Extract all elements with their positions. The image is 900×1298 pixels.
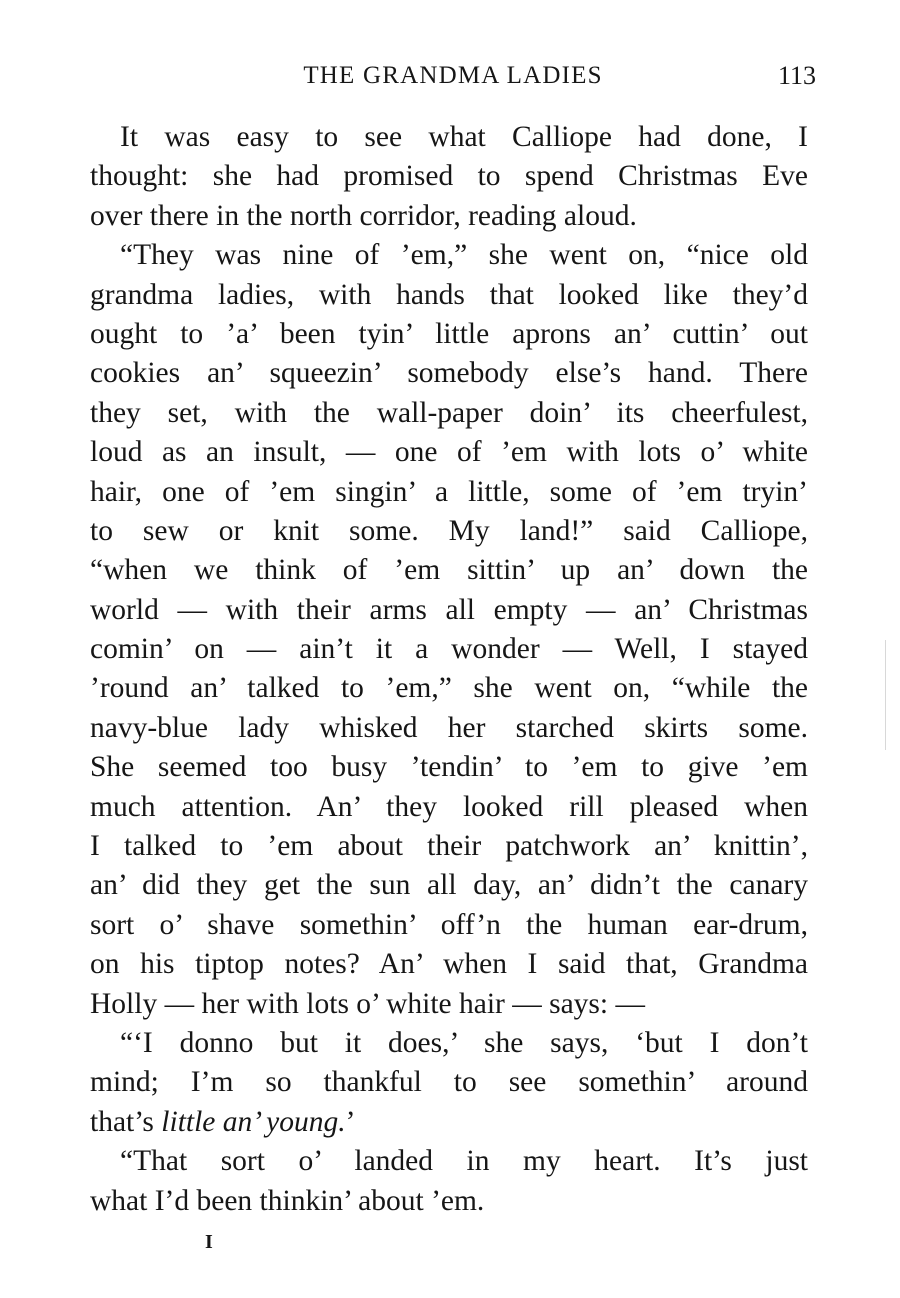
page-number: 113 bbox=[777, 61, 816, 90]
paragraph bbox=[90, 118, 808, 236]
text-line: to sew or knit some. My land!” said Calliope, bbox=[90, 514, 808, 547]
italic-phrase: little an’ young. bbox=[161, 1105, 346, 1138]
text-line: hair, one of ’em singin’ a little, some of ’em tryin’ bbox=[90, 475, 808, 508]
text-line: cookies an’ squeezin’ somebody else’s hand. There bbox=[90, 357, 808, 390]
scan-artifact-line bbox=[885, 640, 886, 750]
body-text bbox=[90, 118, 808, 1221]
text-line: She seemed too busy ’tendin’ to ’em to give ’em bbox=[90, 751, 808, 784]
text-line: “‘I donno but it does,’ she says, ‘but I don’t bbox=[120, 1026, 808, 1059]
text-line: over there in the north corridor, reading aloud. bbox=[90, 199, 637, 232]
text-line: “They was nine of ’em,” she went on, “nice old bbox=[120, 239, 808, 272]
closing-prefix: that’s bbox=[90, 1105, 162, 1138]
text-line: Holly — her with lots o’ white hair — says: — bbox=[90, 987, 645, 1020]
paragraph bbox=[90, 1142, 808, 1221]
text-line: what I’d been thinkin’ about ’em. bbox=[90, 1184, 485, 1217]
text-line: “when we think of ’em sittin’ up an’ down the bbox=[90, 554, 808, 587]
text-line: sort o’ shave somethin’ off’n the human ear-drum, bbox=[90, 908, 808, 941]
text-line bbox=[90, 1103, 808, 1142]
text-line: comin’ on — ain’t it a wonder — Well, I stayed bbox=[90, 633, 808, 666]
text-line: thought: she had promised to spend Christmas Eve bbox=[90, 160, 808, 193]
text-line: ought to ’a’ been tyin’ little aprons an’ cuttin’ out bbox=[90, 317, 808, 350]
text-line: mind; I’m so thankful to see somethin’ around bbox=[90, 1066, 808, 1099]
text-line: world — with their arms all empty — an’ Christmas bbox=[90, 593, 808, 626]
text-line: It was easy to see what Calliope had done, I bbox=[120, 121, 808, 153]
signature-mark: I bbox=[205, 1231, 213, 1253]
text-line: grandma ladies, with hands that looked like they’d bbox=[90, 278, 808, 311]
text-line: on his tiptop notes? An’ when I said that, Grandma bbox=[90, 948, 808, 981]
paragraph bbox=[90, 236, 808, 1024]
text-line: they set, with the wall-paper doin’ its cheerfulest, bbox=[90, 396, 808, 429]
text-line: ’round an’ talked to ’em,” she went on, “while the bbox=[90, 672, 808, 705]
text-line: I talked to ’em about their patchwork an’ knittin’, bbox=[90, 830, 808, 863]
closing-suffix: ’ bbox=[345, 1105, 356, 1138]
text-line: navy-blue lady whisked her starched skirts some. bbox=[90, 711, 808, 744]
text-line: “That sort o’ landed in my heart. It’s just bbox=[120, 1145, 808, 1178]
text-line: an’ did they get the sun all day, an’ didn’t the canary bbox=[90, 869, 808, 902]
paragraph bbox=[90, 1024, 808, 1142]
text-line: loud as an insult, — one of ’em with lots o’ white bbox=[90, 436, 808, 469]
running-head bbox=[90, 58, 816, 94]
running-title: THE GRANDMA LADIES bbox=[303, 62, 603, 89]
text-line: much attention. An’ they looked rill pleased when bbox=[90, 790, 808, 823]
